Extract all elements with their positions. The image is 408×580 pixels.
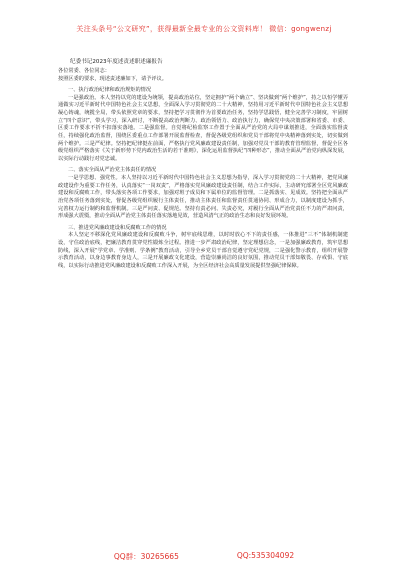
contact-footer: [0, 551, 408, 565]
promo-banner: [0, 20, 408, 38]
section-paragraph: 一是学思想、强党性。本人坚持以习近平新时代中国特色社会主义思想为指导，深入学习贯彻党的二十大精神，把党风廉政建设作为重要工作任务，认真落实“一岗双责”，严格落实党风廉政建设责任制，结合工作实际，主动研究部署全区党风廉政建设和反腐败工作，带头落实各项工作要求，加强对班子成员和下属单位的监督管理。二是抓落实、见成效。坚持把全面从严治党各项任务落到实处，督促各级党组织履行主体责任，推动主体责任和监督责任贯通协同、形成合力，以制度建设为抓手，完善权力运行制约和监督机制。三是严问责、促规范。坚持有责必问、失责必究，对履行全面从严治党责任不力的严肃问责，形成强大震慑，推动全面从严治党主体责任落实落地见效，营造风清气正的政治生态和良好发展环境。: [58, 175, 348, 220]
qq-group-text: QQ群：30265665: [113, 552, 179, 561]
document-body: [58, 58, 348, 270]
section-heading: 一、执行政治纪律和政治规矩的情况: [68, 87, 152, 94]
qq-contact-text: QQ:535304092: [236, 551, 295, 560]
section-heading: 三、推进党风廉政建设和反腐败工作的情况: [68, 224, 167, 231]
section-paragraph: 本人坚定不移深化党风廉政建设和反腐败斗争，树牢底线思维，以时时放心不下的责任感，一体推进“三不”体制机制建设，守住政治底线，把廉洁教育贯穿党性锻炼全过程。推进一步严肃政治纪律，坚定理想信念，一是加强廉政教育，筑牢思想防线，深入开展“学党章、学准则、学条例”教育活动，引导全乡党员干部自觉遵守党纪党规，二是强化警示教育，组织开展警示教育活动，以身边事教育身边人，三是开展廉政文化建设，营造崇廉尚洁的良好氛围，推动党员干部知敬畏、存戒惧、守底线，以实际行动推进党风廉政建设和反腐败工作深入开展，为全区经济社会高质量发展提供坚强纪律保障。: [58, 232, 348, 269]
section-paragraph: 一是强政治。本人坚持以党的建设为统领，提高政治站位，坚定拥护“两个确立”、坚决做到“两个维护”，持之以恒学懂弄通做实习近平新时代中国特色社会主义思想，全面深入学习贯彻党的二十大精神，坚持用习近平新时代中国特色社会主义思想凝心铸魂，统揽全局，带头依照党章的要求，坚持把学习贯彻作为首要政治任务，坚持学思践悟，健全完善学习制度，牢固树立“四个意识”，带头学习，深入研讨，不断提高政治判断力、政治领悟力、政治执行力，确保党中央决策部署和省委、市委、区委工作要求不折不扣落实落地。二是强监督。自觉将纪检监察工作置于全面从严治党的大局中谋划推进，全面落实监督责任，持续强化政治监督，围绕区委重点工作部署开展监督检查，督促各级党组织和党员干部将党中央精神落到实处，切实做到两个维护。三是严纪律。坚持把纪律挺在前面，严格执行党风廉政建设责任制，加强对党员干部的教育管理监督，督促全区各级党组织严格落实《关于新形势下党内政治生活的若干准则》，深化运用监督执纪“四种形态”，推动全面从严治党向纵深发展，以实际行动践行对党忠诚。: [58, 94, 348, 162]
salutation: 各位常委、各位同志：: [58, 68, 110, 74]
intro-line: 按照区委的要求，现述责述廉如下，请予评议。: [58, 75, 167, 82]
document-title: 纪委书记2023年度述责述职述廉报告: [70, 59, 163, 65]
section-heading: 二、落实全面从严治党主体责任的情况: [68, 167, 157, 174]
promo-banner-text: 关注头条号“公文研究”，获得最新全最专业的公文资料库！ 微信：gongwenzj: [76, 25, 332, 33]
